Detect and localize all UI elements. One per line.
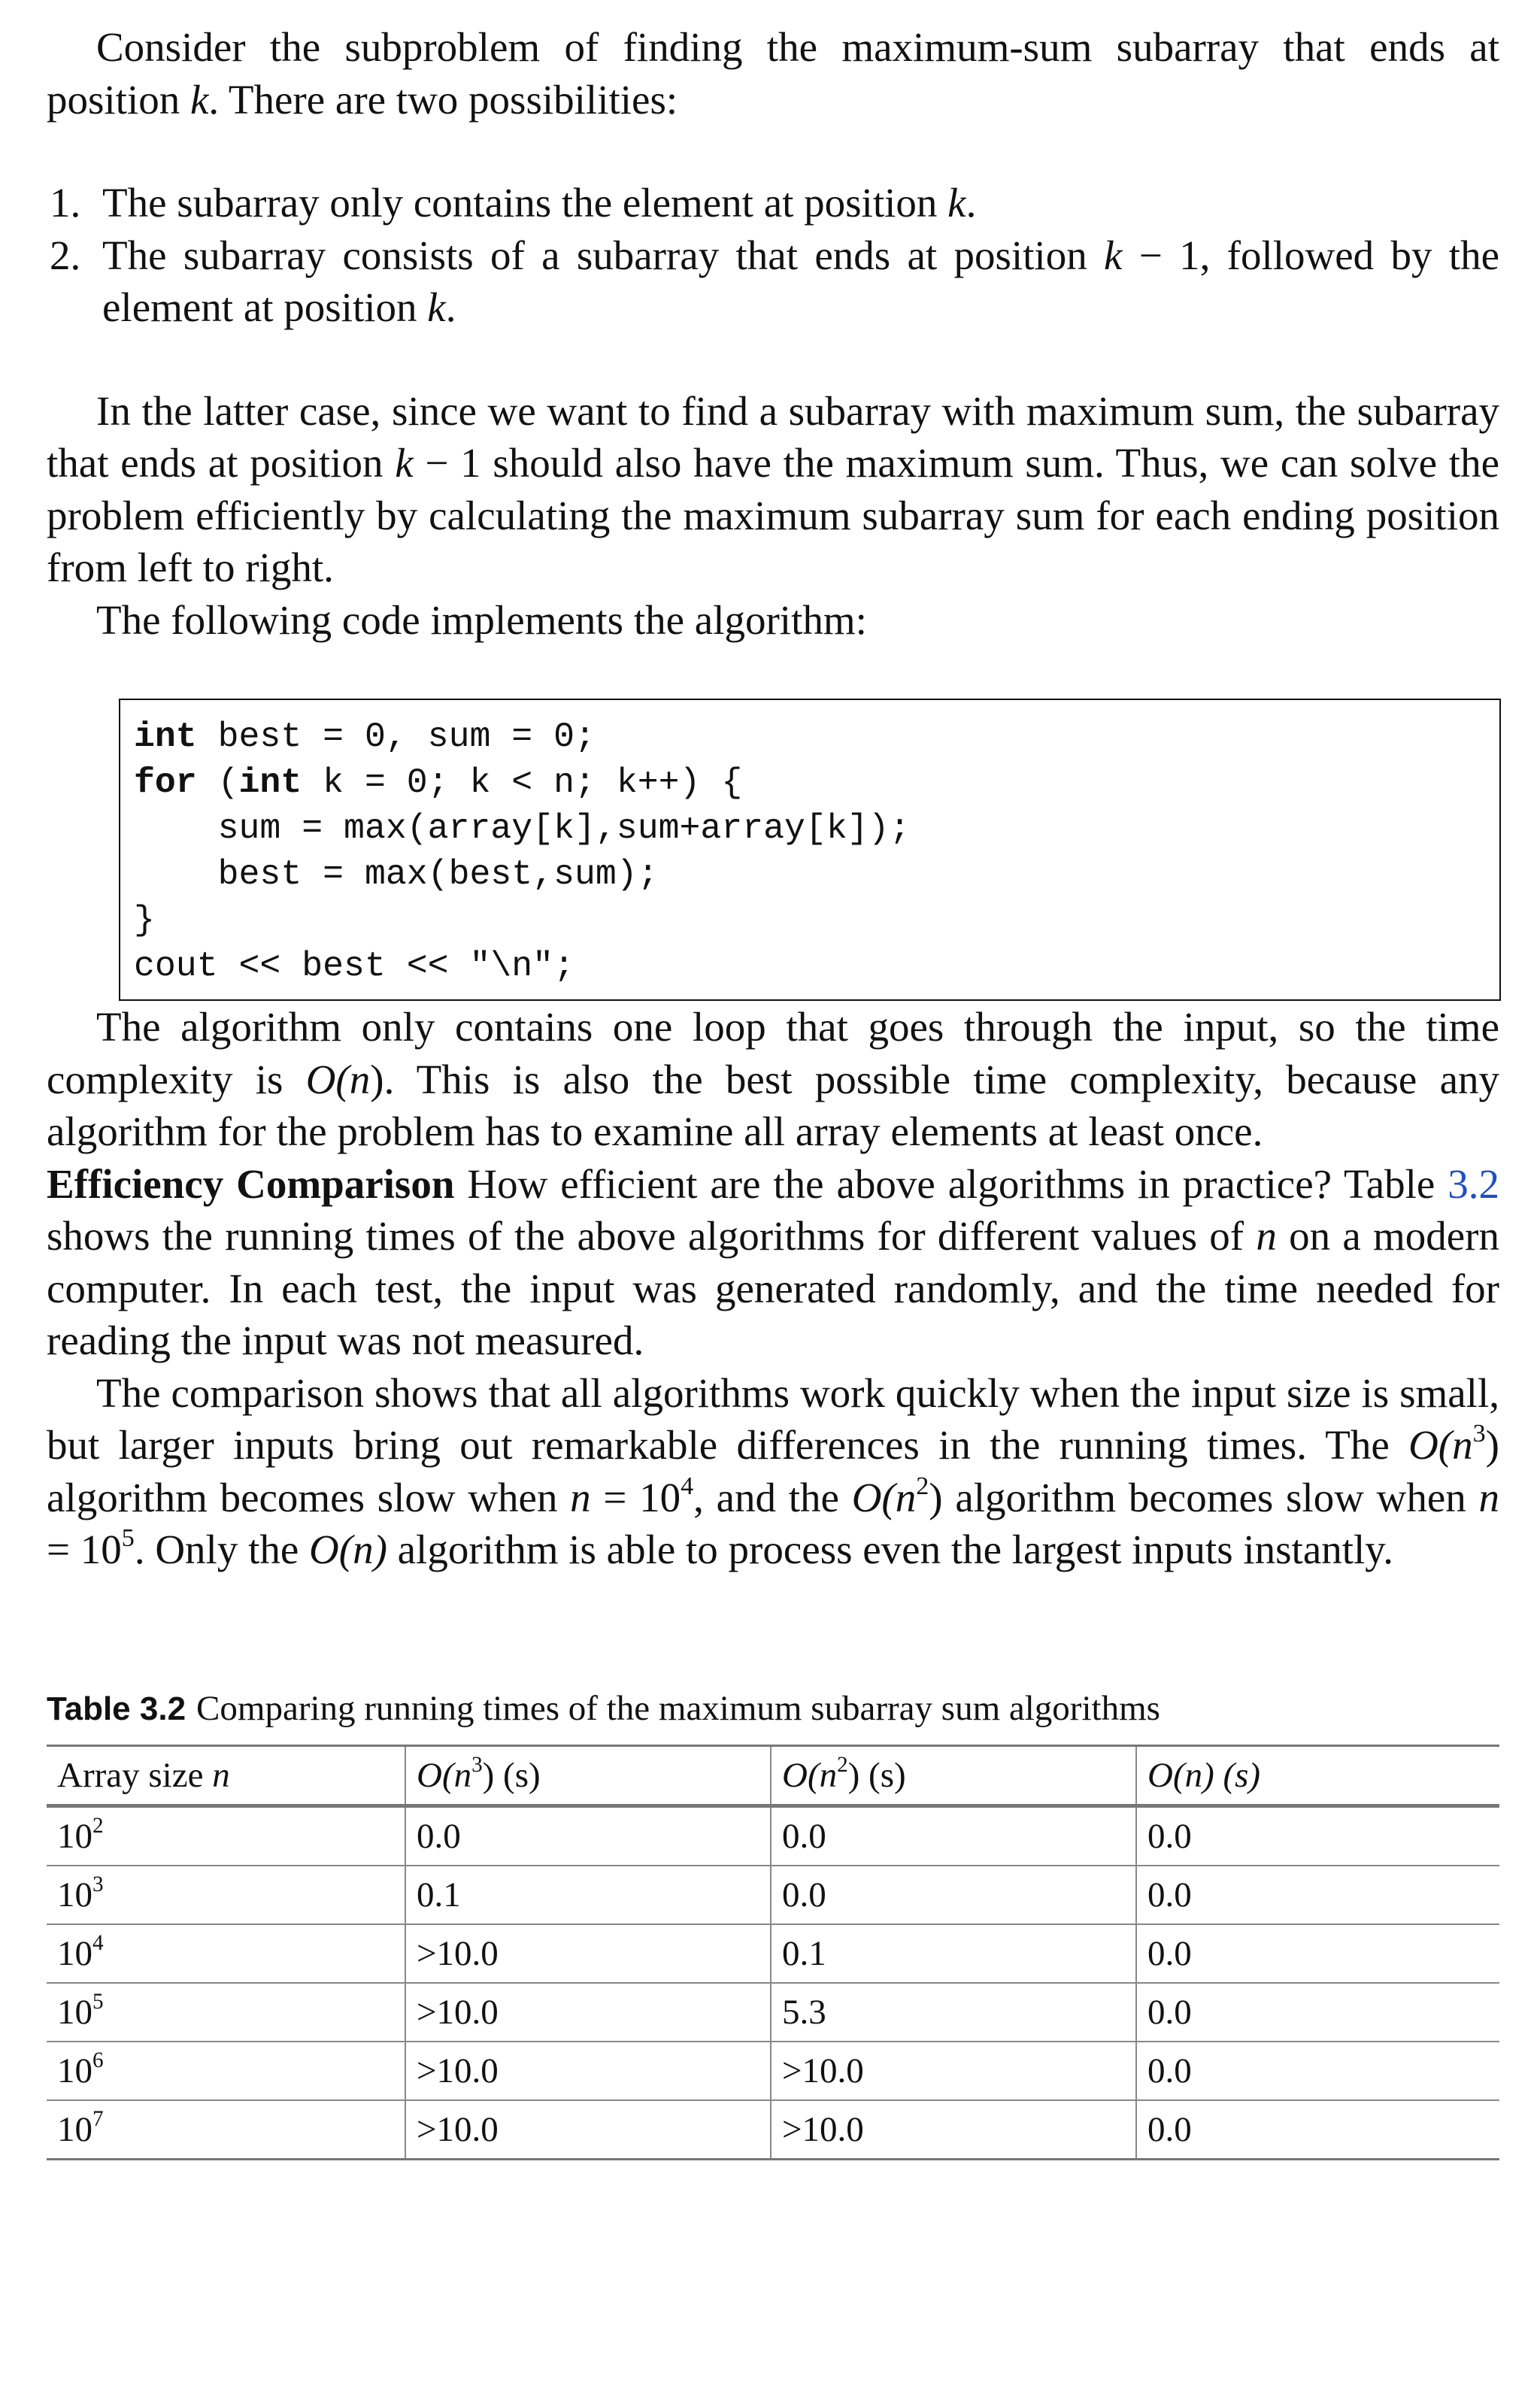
complexity-paragraph [47, 1001, 1499, 1158]
table-row [47, 1805, 1499, 1866]
intro-paragraph [47, 21, 1499, 126]
code-line: cout << best << "\n"; [134, 946, 574, 986]
efficiency-section-paragraph [47, 1158, 1499, 1367]
cell-array-size [47, 2042, 405, 2100]
math-exponent: 3 [1472, 1420, 1486, 1448]
cell-base: 10 [57, 2051, 92, 2090]
cell-cubic-time: 0.1 [405, 1866, 771, 1924]
math-var: n [570, 1474, 591, 1520]
paragraph-text: ) algorithm becomes slow when [929, 1474, 1479, 1520]
math-expr: O(n) (s) [1147, 1755, 1261, 1795]
cell-quadratic-time: 0.0 [771, 1866, 1136, 1924]
math-expr: O(n [851, 1474, 917, 1520]
list-text: The subarray only contains the element at position [102, 180, 948, 226]
cell-quadratic-time: 0.0 [771, 1805, 1136, 1866]
math-expr: O(n [417, 1755, 472, 1795]
cell-base: 10 [57, 2109, 92, 2149]
code-keyword: for [134, 762, 197, 802]
cell-exponent: 6 [92, 2048, 104, 2072]
cell-linear-time: 0.0 [1136, 1805, 1499, 1866]
math-exponent: 2 [916, 1472, 929, 1500]
code-intro-paragraph: The following code implements the algorithm: [96, 596, 867, 643]
math-var: k [190, 76, 209, 123]
paragraph-text: − 1 should also have the maximum sum. Thus, we can solve the problem efficiently by calculating the maximum subarray sum for each ending position from left to right. [47, 440, 1499, 590]
comparison-paragraph [47, 1367, 1499, 1576]
paragraph-text: = 10 [47, 1526, 122, 1572]
math-expr: O( [305, 1056, 350, 1102]
table-header-row [47, 1745, 1499, 1805]
table-row [47, 1866, 1499, 1924]
cell-array-size [47, 1983, 405, 2042]
header-text: ) (s) [482, 1755, 541, 1795]
code-keyword: int [134, 717, 197, 756]
paragraph-text: . This is also the best possible time complexity, because any algorithm for the problem has to examine all array elements at least once. [47, 1056, 1499, 1154]
paragraph-text: on a modern computer. In each test, the input was generated randomly, and the time needed for reading the input was not measured. [47, 1213, 1499, 1363]
code-line: best = max(best,sum); [134, 854, 659, 894]
math-expr: O(n) [309, 1526, 387, 1572]
list-item [47, 229, 1499, 334]
latter-case-paragraph [47, 385, 1499, 594]
paragraph-text: algorithm is able to process even the largest inputs instantly. [387, 1526, 1393, 1572]
math-var: n [349, 1056, 371, 1102]
table-label: Table 3.2 [47, 1690, 186, 1727]
math-var: k [427, 284, 446, 330]
table-caption-text: Comparing running times of the maximum subarray sum algorithms [196, 1688, 1160, 1728]
cell-cubic-time: >10.0 [405, 2042, 771, 2100]
code-line: } [134, 900, 155, 940]
code-keyword: int [238, 762, 302, 802]
paragraph-text: ) algorithm becomes slow when [47, 1422, 1499, 1520]
math-exponent: 3 [471, 1752, 483, 1777]
document-page [47, 21, 1499, 2160]
section-heading: Efficiency Comparison [47, 1160, 455, 1207]
cell-exponent: 4 [92, 1930, 104, 1955]
table-row [47, 2042, 1499, 2100]
table-reference-link[interactable]: 3.2 [1448, 1160, 1499, 1207]
math-exponent: 5 [121, 1524, 135, 1553]
math-var: k [395, 440, 414, 486]
cell-linear-time: 0.0 [1136, 2042, 1499, 2100]
cell-quadratic-time: 5.3 [771, 1983, 1136, 2042]
cell-quadratic-time: >10.0 [771, 2042, 1136, 2100]
cell-exponent: 3 [92, 1872, 104, 1896]
math-exponent: 2 [837, 1752, 848, 1777]
possibilities-list [47, 177, 1499, 334]
list-number: 1. [50, 180, 81, 226]
cell-cubic-time: >10.0 [405, 1924, 771, 1983]
header-quadratic [771, 1745, 1136, 1805]
cell-base: 10 [57, 1992, 92, 2032]
paragraph-text: The comparison shows that all algorithms work quickly when the input size is small, but larger inputs bring out remarkable differences in the running times. The [47, 1369, 1499, 1468]
header-cubic [405, 1745, 771, 1805]
cell-array-size [47, 1805, 405, 1866]
header-array-size [47, 1745, 405, 1805]
code-text: best = 0, sum = 0; [196, 717, 596, 756]
list-number: 2. [50, 232, 81, 278]
intro-text: Consider the subproblem of finding the maximum-sum subarray that ends at position [47, 24, 1499, 123]
cell-array-size [47, 1924, 405, 1983]
table-row [47, 1924, 1499, 1983]
math-var: n [1478, 1474, 1499, 1520]
running-times-table [47, 1745, 1499, 2160]
paragraph-text: How efficient are the above algorithms in practice? Table [454, 1160, 1448, 1207]
list-item [47, 177, 1499, 229]
cell-linear-time: 0.0 [1136, 1924, 1499, 1983]
header-text: ) (s) [847, 1755, 906, 1795]
table-row [47, 2100, 1499, 2160]
cell-base: 10 [57, 1816, 92, 1856]
cell-exponent: 5 [92, 1989, 104, 2014]
intro-text-end: . There are two possibilities: [208, 76, 678, 123]
math-var: k [1104, 232, 1123, 278]
paragraph-text: = 10 [590, 1474, 681, 1520]
cell-cubic-time: 0.0 [405, 1805, 771, 1866]
math-expr: O(n [1408, 1422, 1473, 1468]
cell-quadratic-time: 0.1 [771, 1924, 1136, 1983]
cell-exponent: 2 [92, 1813, 104, 1838]
paragraph-text: , and the [693, 1474, 852, 1520]
list-text: . [966, 180, 977, 226]
math-var: n [212, 1755, 230, 1795]
cell-quadratic-time: >10.0 [771, 2100, 1136, 2160]
code-block [119, 699, 1501, 1001]
math-expr: ) [370, 1056, 384, 1102]
cell-base: 10 [57, 1875, 92, 1914]
paragraph-text: In the latter case, since we want to find a subarray with maximum sum, the subarray that ends at position [47, 387, 1499, 486]
math-var: k [947, 180, 966, 226]
paragraph-text: The algorithm only contains one loop that goes through the input, so the time complexity is [47, 1004, 1499, 1102]
cell-linear-time: 0.0 [1136, 1866, 1499, 1924]
list-text: The subarray consists of a subarray that ends at position [102, 232, 1105, 278]
code-text: k = 0; k < n; k++) { [302, 762, 743, 802]
paragraph-text: shows the running times of the above algorithms for different values of [47, 1213, 1257, 1259]
cell-array-size [47, 2100, 405, 2160]
paragraph-text: . Only the [134, 1526, 310, 1572]
code-text: ( [196, 762, 239, 802]
list-text: − 1, followed by the element at position [102, 232, 1499, 330]
cell-array-size [47, 1866, 405, 1924]
cell-cubic-time: >10.0 [405, 1983, 771, 2042]
header-text: Array size [57, 1755, 213, 1795]
math-exponent: 4 [681, 1472, 694, 1500]
code-line: sum = max(array[k],sum+array[k]); [134, 808, 911, 848]
math-var: n [1256, 1213, 1277, 1259]
math-expr: O(n [782, 1755, 838, 1795]
cell-cubic-time: >10.0 [405, 2100, 771, 2160]
header-linear [1136, 1745, 1499, 1805]
cell-linear-time: 0.0 [1136, 1983, 1499, 2042]
cell-exponent: 7 [92, 2106, 104, 2131]
cell-base: 10 [57, 1933, 92, 1973]
table-caption [47, 1687, 1499, 1729]
list-text: . [445, 284, 456, 330]
cell-linear-time: 0.0 [1136, 2100, 1499, 2160]
table-row [47, 1983, 1499, 2042]
